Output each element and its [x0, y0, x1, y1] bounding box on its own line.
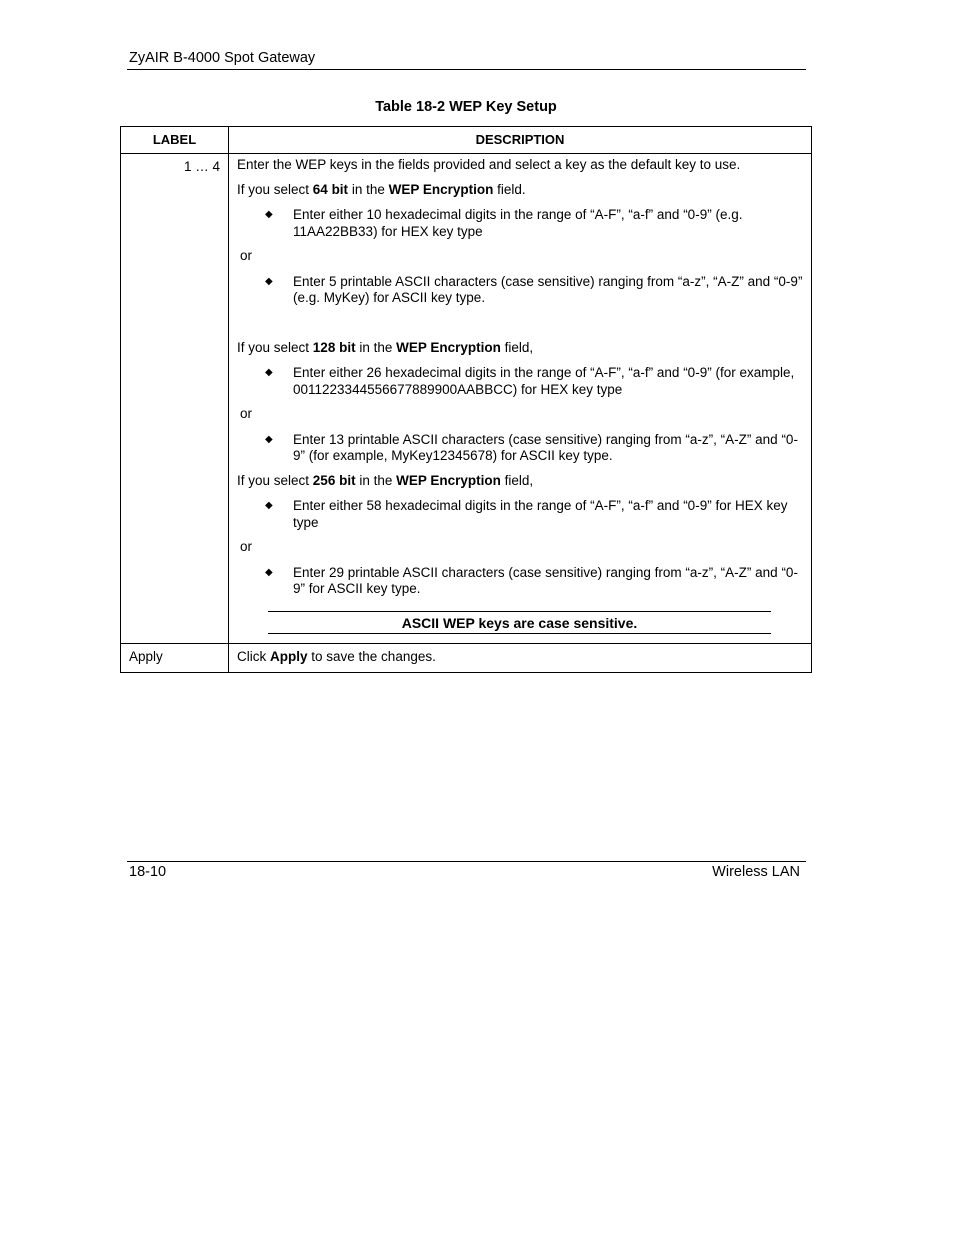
wep-key-setup-table — [120, 126, 812, 673]
bullet-64-hex: ◆ Enter either 10 hexadecimal digits in the range of “A-F”, “a-f” and “0-9” (e.g. 11AA22BB33) for HEX key type — [265, 207, 743, 239]
diamond-bullet-icon: ◆ — [265, 275, 273, 287]
bullet-256-ascii: ◆ Enter 29 printable ASCII characters (case sensitive) ranging from “a-z”, “A-Z” and “0-9” for ASCII key type. — [265, 564, 798, 596]
header-rule — [127, 69, 806, 70]
column-header-description: DESCRIPTION — [229, 127, 812, 154]
select-256-bit-text: If you select 256 bit in the WEP Encryption field, — [237, 472, 534, 488]
column-header-label: LABEL — [121, 127, 229, 154]
row-label-keys: 1 … 4 — [121, 154, 229, 644]
bullet-256-hex: ◆ Enter either 58 hexadecimal digits in the range of “A-F”, “a-f” and “0-9” for HEX key type — [265, 498, 788, 530]
intro-text: Enter the WEP keys in the fields provided and select a key as the default key to use. — [237, 157, 741, 172]
table-row — [121, 154, 812, 644]
diamond-bullet-icon: ◆ — [265, 500, 273, 511]
or-text: or — [240, 539, 253, 554]
or-text: or — [240, 406, 253, 421]
page-number: 18-10 — [129, 864, 167, 880]
diamond-bullet-icon: ◆ — [265, 566, 273, 578]
table-row — [121, 644, 812, 673]
apply-text: Click Apply to save the changes. — [237, 649, 436, 664]
row-label-apply: Apply — [121, 644, 229, 673]
or-text: or — [240, 248, 253, 263]
table-header-row — [121, 127, 812, 154]
row-description-apply — [229, 644, 812, 673]
diamond-bullet-icon: ◆ — [265, 367, 273, 378]
bullet-128-ascii: ◆ Enter 13 printable ASCII characters (case sensitive) ranging from “a-z”, “A-Z” and “0-9” (for example, MyKey12345678) for ASCII key type. — [265, 431, 798, 463]
footer-rule — [127, 861, 806, 862]
case-sensitive-note: ASCII WEP keys are case sensitive. — [268, 611, 771, 635]
bullet-64-ascii: ◆ Enter 5 printable ASCII characters (case sensitive) ranging from “a-z”, “A-Z” and “0-9” (e.g. MyKey) for ASCII key type. — [265, 273, 803, 305]
bullet-128-hex: ◆ Enter either 26 hexadecimal digits in the range of “A-F”, “a-f” and “0-9” (for example, 0011223344556677889900AABBCC) for HEX key type — [265, 365, 795, 397]
running-header-title: ZyAIR B-4000 Spot Gateway — [129, 50, 316, 66]
select-128-bit-text: If you select 128 bit in the WEP Encryption field, — [237, 339, 534, 355]
select-64-bit-text: If you select 64 bit in the WEP Encryption field. — [237, 181, 526, 197]
diamond-bullet-icon: ◆ — [265, 433, 273, 445]
table-caption: Table 18-2 WEP Key Setup — [375, 99, 557, 115]
footer-section-title: Wireless LAN — [712, 864, 800, 880]
row-description-keys — [229, 154, 812, 644]
diamond-bullet-icon: ◆ — [265, 209, 273, 220]
